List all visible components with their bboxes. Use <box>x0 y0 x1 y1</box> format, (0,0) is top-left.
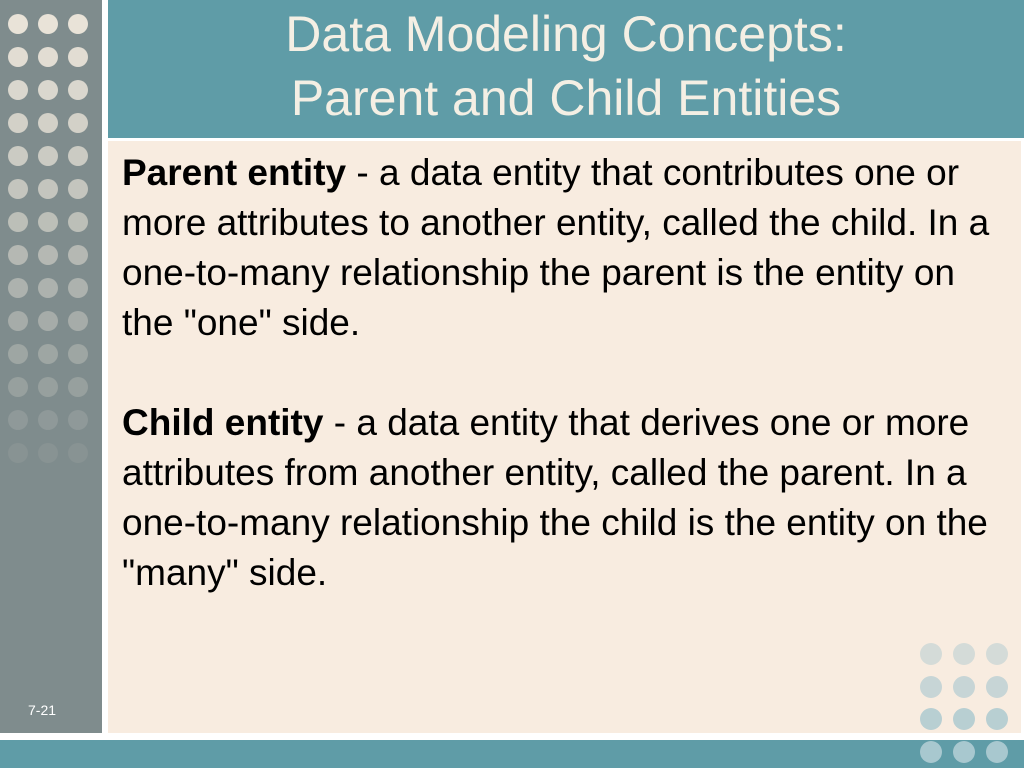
decorative-dot <box>68 344 88 364</box>
definition-text: - a data entity that derives one or more attributes from another entity, called the parent. In a one-to-many relationship the child is the entity on the "many" side. <box>122 402 988 593</box>
decorative-dot <box>986 708 1008 730</box>
decorative-dot <box>38 278 58 298</box>
definition-text: - a data entity that contributes one or more attributes to another entity, called the child. In a one-to-many relationship the parent is the entity on the "one" side. <box>122 152 990 343</box>
decorative-dot <box>920 708 942 730</box>
slide-number: 7-21 <box>28 702 57 718</box>
decorative-dot <box>68 410 88 430</box>
decorative-dot <box>68 47 88 67</box>
decorative-dot <box>986 643 1008 665</box>
definition-parent <box>122 148 1002 348</box>
decorative-dot <box>68 14 88 34</box>
title-line-2: Parent and Child Entities <box>290 70 842 126</box>
decorative-dot <box>920 643 942 665</box>
decorative-dot <box>38 212 58 232</box>
decorative-dot <box>38 344 58 364</box>
decorative-dot <box>38 311 58 331</box>
decorative-dot <box>986 676 1008 698</box>
decorative-dot <box>68 443 88 463</box>
decorative-dot <box>38 410 58 430</box>
decorative-dot <box>8 80 28 100</box>
decorative-dot <box>38 377 58 397</box>
decorative-dot <box>38 245 58 265</box>
decorative-dot <box>986 741 1008 763</box>
decorative-dot <box>68 146 88 166</box>
decorative-dot <box>38 443 58 463</box>
decorative-dot <box>953 676 975 698</box>
definition-term: Child entity <box>122 402 324 443</box>
decorative-dot <box>8 212 28 232</box>
decorative-dot <box>8 245 28 265</box>
decorative-dot <box>8 344 28 364</box>
slide-title <box>108 2 1024 130</box>
decorative-dot <box>8 278 28 298</box>
decorative-dot <box>38 14 58 34</box>
decorative-dot <box>8 311 28 331</box>
decorative-dot <box>8 179 28 199</box>
bottom-decorative-strip <box>0 740 1024 768</box>
decorative-dot <box>8 443 28 463</box>
decorative-dot <box>8 410 28 430</box>
decorative-dot <box>38 113 58 133</box>
decorative-dot <box>953 708 975 730</box>
decorative-dot <box>38 47 58 67</box>
decorative-dot <box>68 311 88 331</box>
decorative-dot <box>8 113 28 133</box>
decorative-dot <box>68 80 88 100</box>
decorative-dot <box>68 377 88 397</box>
decorative-dot <box>953 741 975 763</box>
decorative-dot <box>920 741 942 763</box>
decorative-dot <box>8 14 28 34</box>
title-line-1: Data Modeling Concepts: <box>285 6 847 62</box>
decorative-dot <box>68 179 88 199</box>
definitions-body <box>122 148 1002 648</box>
decorative-dot <box>68 113 88 133</box>
decorative-dot <box>38 80 58 100</box>
decorative-dot <box>8 146 28 166</box>
decorative-dot <box>8 47 28 67</box>
decorative-dot <box>920 676 942 698</box>
decorative-dot <box>68 278 88 298</box>
definition-child <box>122 398 1002 598</box>
decorative-dot <box>8 377 28 397</box>
decorative-dot <box>38 179 58 199</box>
decorative-dot <box>38 146 58 166</box>
definition-term: Parent entity <box>122 152 347 193</box>
decorative-dot <box>68 245 88 265</box>
decorative-dot <box>953 643 975 665</box>
left-decorative-strip <box>0 0 102 733</box>
decorative-dot <box>68 212 88 232</box>
